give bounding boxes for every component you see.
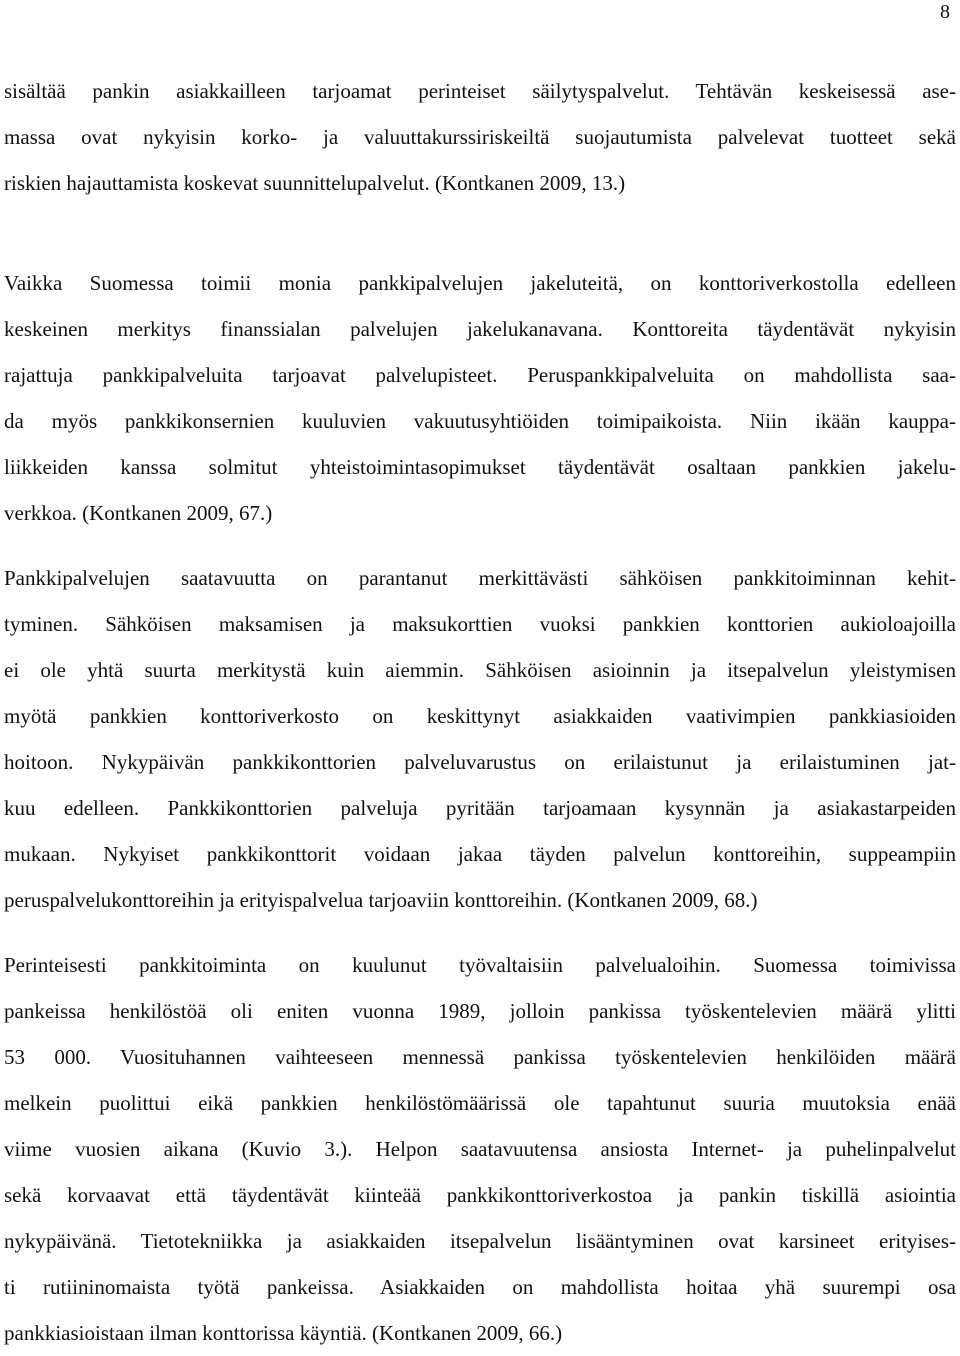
text-line: ti rutiininomaista työtä pankeissa. Asiakkaiden on mahdollista hoitaa yhä suurempi osa (4, 1275, 956, 1299)
paragraph-2 (4, 260, 956, 536)
text-line: ei ole yhtä suurta merkitystä kuin aiemmin. Sähköisen asioinnin ja itsepalvelun yleistymisen (4, 658, 956, 682)
text-line: 53 000. Vuosituhannen vaihteeseen mennessä pankissa työskentelevien henkilöiden määrä (4, 1045, 956, 1069)
text-line: Vaikka Suomessa toimii monia pankkipalvelujen jakeluteitä, on konttoriverkostolla edelleen (4, 271, 956, 295)
paragraph-3 (4, 555, 956, 923)
text-line: sekä korvaavat että täydentävät kiinteää pankkikonttoriverkostoa ja pankin tiskillä asiointia (4, 1183, 956, 1207)
text-line: rajattuja pankkipalveluita tarjoavat palvelupisteet. Peruspankkipalveluita on mahdollista saa- (4, 363, 956, 387)
text-line: Perinteisesti pankkitoiminta on kuulunut työvaltaisiin palvelualoihin. Suomessa toimivissa (4, 953, 956, 977)
text-line: verkkoa. (Kontkanen 2009, 67.) (4, 501, 273, 525)
text-line: liikkeiden kanssa solmitut yhteistoimintasopimukset täydentävät osaltaan pankkien jakelu- (4, 455, 956, 479)
text-line: sisältää pankin asiakkailleen tarjoamat perinteiset säilytyspalvelut. Tehtävän keskeisessä ase- (4, 79, 956, 103)
text-line: riskien hajauttamista koskevat suunnittelupalvelut. (Kontkanen 2009, 13.) (4, 171, 626, 195)
text-line: peruspalvelukonttoreihin ja erityispalvelua tarjoaviin konttoreihin. (Kontkanen 2009, 68.) (4, 888, 758, 912)
text-line: pankkiasioistaan ilman konttorissa käyntiä. (Kontkanen 2009, 66.) (4, 1321, 563, 1345)
text-line: nykypäivänä. Tietotekniikka ja asiakkaiden itsepalvelun lisääntyminen ovat karsineet erityises- (4, 1229, 956, 1253)
text-line: keskeinen merkitys finanssialan palvelujen jakelukanavana. Konttoreita täydentävät nykyisin (4, 317, 956, 341)
text-line: myötä pankkien konttoriverkosto on keskittynyt asiakkaiden vaativimpien pankkiasioiden (4, 704, 956, 728)
text-line: viime vuosien aikana (Kuvio 3.). Helpon saatavuutensa ansiosta Internet- ja puhelinpalvelut (4, 1137, 956, 1161)
text-line: kuu edelleen. Pankkikonttorien palveluja pyritään tarjoamaan kysynnän ja asiakastarpeiden (4, 796, 956, 820)
page-number: 8 (940, 1, 950, 23)
paragraph-1 (4, 68, 956, 206)
text-line: da myös pankkikonsernien kuuluvien vakuutusyhtiöiden toimipaikoista. Niin ikään kauppa- (4, 409, 956, 433)
text-line: mukaan. Nykyiset pankkikonttorit voidaan jakaa täyden palvelun konttoreihin, suppeampiin (4, 842, 956, 866)
text-line: massa ovat nykyisin korko- ja valuuttakurssiriskeiltä suojautumista palvelevat tuotteet sekä (4, 125, 956, 149)
text-line: tyminen. Sähköisen maksamisen ja maksukorttien vuoksi pankkien konttorien aukioloajoilla (4, 612, 956, 636)
text-line: pankeissa henkilöstöä oli eniten vuonna 1989, jolloin pankissa työskentelevien määrä ylitti (4, 999, 956, 1023)
paragraph-4 (4, 942, 956, 1356)
text-line: Pankkipalvelujen saatavuutta on parantanut merkittävästi sähköisen pankkitoiminnan kehit- (4, 566, 956, 590)
text-line: hoitoon. Nykypäivän pankkikonttorien palveluvarustus on erilaistunut ja erilaistuminen jat- (4, 750, 956, 774)
text-line: melkein puolittui eikä pankkien henkilöstömäärissä ole tapahtunut suuria muutoksia enää (4, 1091, 956, 1115)
